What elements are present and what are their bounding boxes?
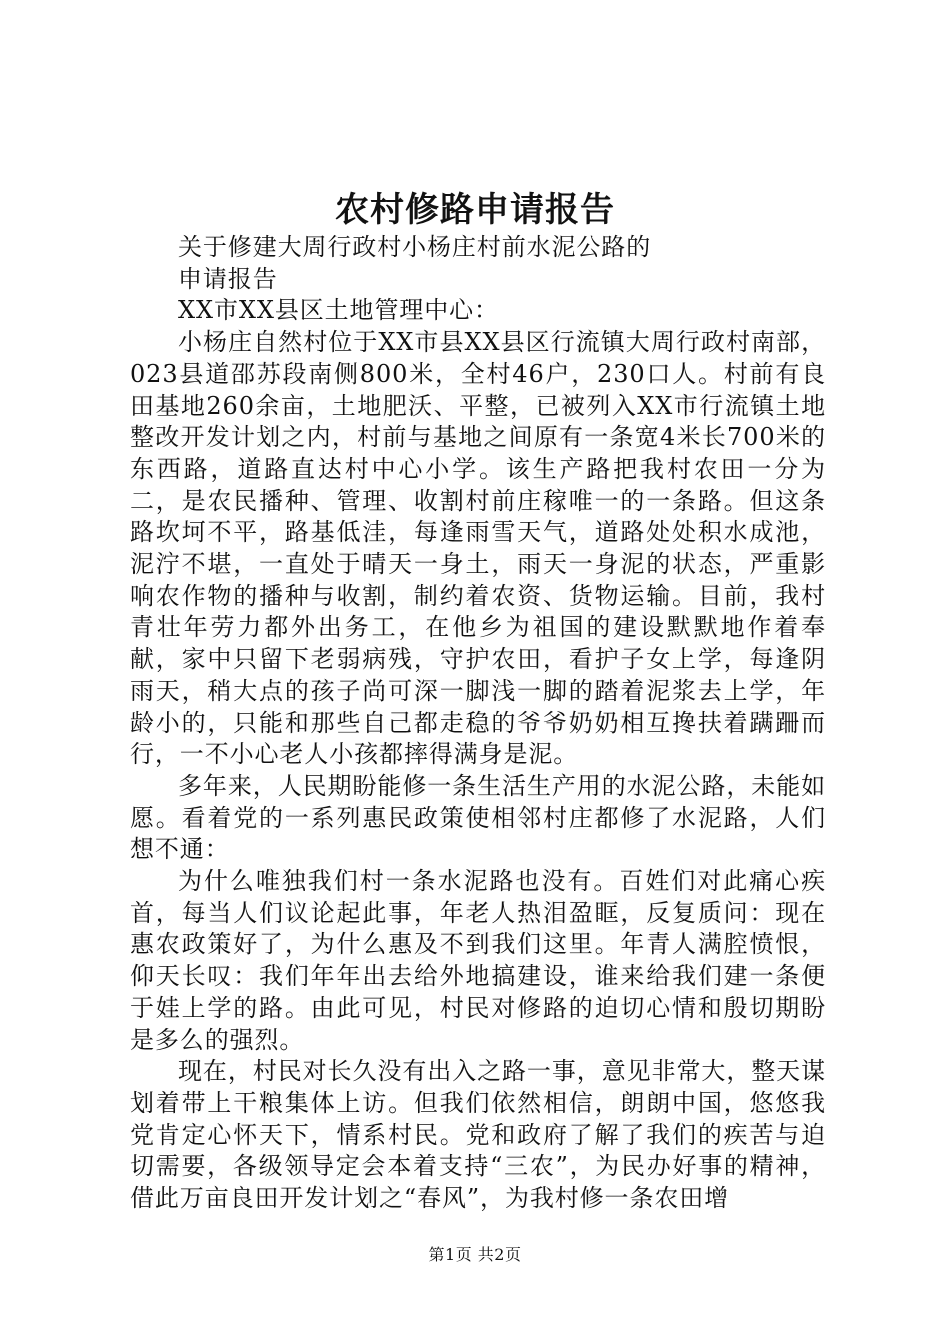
paragraph-why-us: 为什么唯独我们村一条水泥路也没有。百姓们对此痛心疾首，每当人们议论起此事，年老人热泪盈眶，反复质问：现在惠农政策好了，为什么惠及不到我们这里。年青人满腔愤恨，仰天长叹：我们年年出去给外地搞建设，谁来给我们建一条便于娃上学的路。由此可见，村民对修路的迫切心情和殷切期盼是多么的强烈。 [130, 867, 826, 1054]
addressee-line: XX市XX县区土地管理中心： [178, 296, 499, 325]
paragraph-years-of-hope: 多年来，人民期盼能修一条生活生产用的水泥公路，未能如愿。看着党的一系列惠民政策使相邻村庄都修了水泥路，人们想不通： [130, 771, 826, 864]
document-body [130, 232, 826, 1215]
paragraph-current-request: 现在，村民对长久没有出入之路一事，意见非常大，整天谋划着带上干粮集体上访。但我们依然相信，朗朗中国，悠悠我党肯定心怀天下，情系村民。党和政府了解了我们的疾苦与迫切需要，各级领导定会本着支持“三农”，为民办好事的精神，借此万亩良田开发计划之“春风”，为我村修一条农田增 [130, 1057, 826, 1213]
document-title: 农村修路申请报告 [335, 190, 615, 230]
subject-line-1: 关于修建大周行政村小杨庄村前水泥公路的 [178, 233, 652, 261]
paragraph-village-situation: 小杨庄自然村位于XX市县XX县区行流镇大周行政村南部，023县道邵苏段南侧800米，全村46户，230口人。村前有良田基地260余亩，土地肥沃、平整，已被列入XX市行流镇土地整改开发计划之内，村前与基地之间原有一条宽4米长700米的东西路，道路直达村中心小学。该生产路把我村农田一分为二，是农民播种、管理、收割村前庄稼唯一的一条路。但这条路坎坷不平，路基低洼，每逢雨雪天气，道路处处积水成池，泥泞不堪，一直处于晴天一身土，雨天一身泥的状态，严重影响农作物的播种与收割，制约着农资、货物运输。目前，我村青壮年劳力都外出务工，在他乡为祖国的建设默默地作着奉献，家中只留下老弱病残，守护农田，看护子女上学，每逢阴雨天，稍大点的孩子尚可深一脚浅一脚的踏着泥浆去上学，年龄小的，只能和那些自己都走稳的爷爷奶奶相互搀扶着蹒跚而行，一不小心老人小孩都摔得满身是泥。 [130, 328, 826, 769]
subject-line-2: 申请报告 [178, 264, 278, 293]
page-number-footer: 第1页 共2页 [428, 1245, 522, 1264]
